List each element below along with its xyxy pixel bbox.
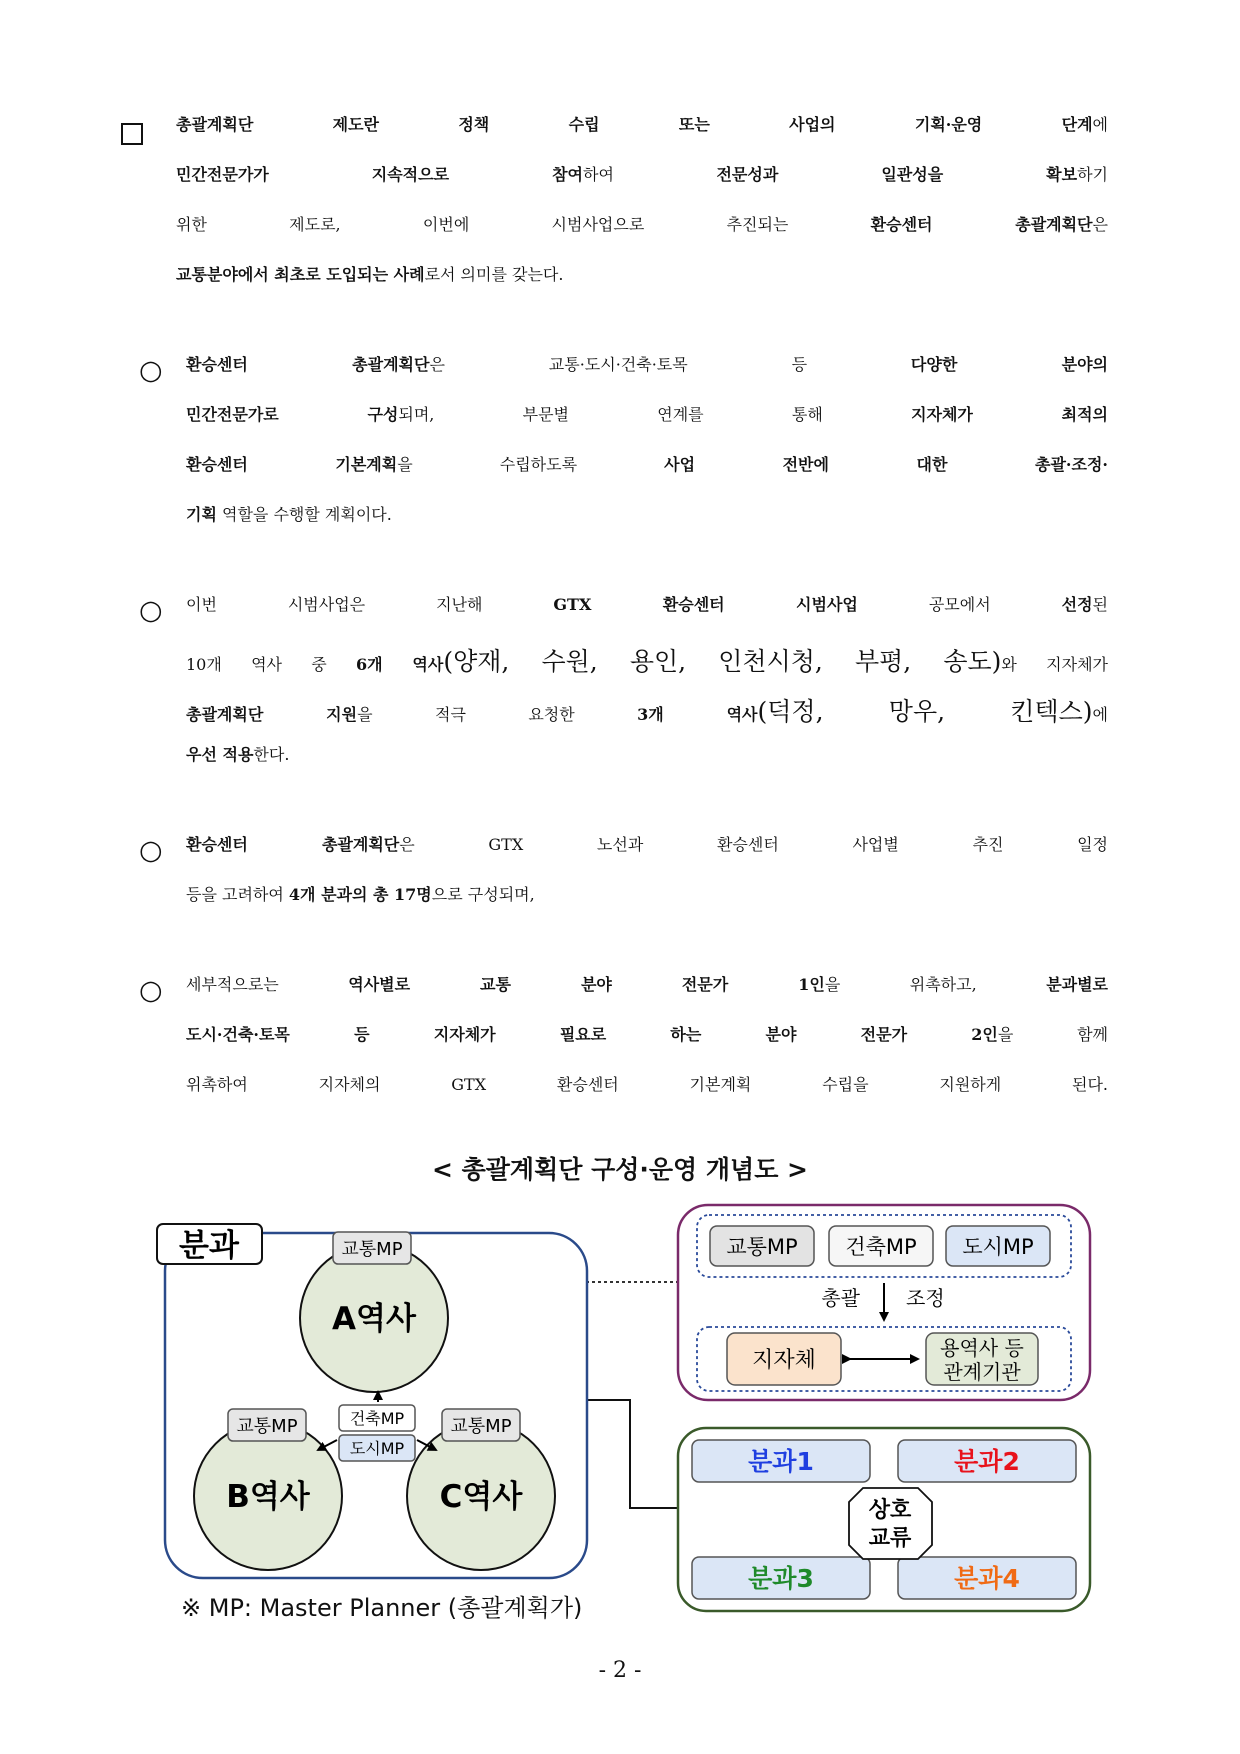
text-run: 역사별로 교통 분야 전문가 1인 <box>348 975 825 994</box>
text-run: 다양한 분야의 <box>910 355 1108 374</box>
text-run: 환승센터 기본계획 <box>186 455 398 474</box>
text-run: (덕정, 망우, 킨텍스) <box>757 697 1093 726</box>
station-c-name: C역사 <box>439 1479 523 1515</box>
center-mp2: 도시MP <box>349 1439 405 1458</box>
text-run: 을 함께 <box>997 1025 1108 1044</box>
top-mp3: 도시MP <box>962 1235 1034 1259</box>
footnote: ※ MP: Master Planner (총괄계획가) <box>181 1594 583 1622</box>
top-mp1: 교통MP <box>726 1235 798 1259</box>
text-run: 을 수립하도록 <box>397 455 665 474</box>
text-run: 3개 역사 <box>637 705 758 724</box>
station-c-mp: 교통MP <box>450 1416 512 1437</box>
station-b-name: B역사 <box>226 1479 310 1515</box>
exchange-line-1: 상호 <box>868 1498 912 1523</box>
text-run: 분과별로 <box>1046 975 1109 994</box>
local-gov-label: 지자체 <box>752 1348 816 1373</box>
text-run: 역할을 수행할 계획이다. <box>216 505 392 524</box>
text-run: 기획 <box>186 505 217 524</box>
text-run: 10개 역사 중 <box>186 655 357 674</box>
bullet-4: ○ <box>139 975 163 1006</box>
group2-label: 분과2 <box>954 1447 1020 1476</box>
text-run: 민간전문가로 구성 <box>186 405 399 424</box>
text-run: 은 교통·도시·건축·토목 등 <box>429 355 911 374</box>
text-run: 지자체가 최적의 <box>911 405 1108 424</box>
arrow-right-label: 조정 <box>906 1286 945 1310</box>
text-run: 교통분야에서 최초로 도입되는 사례 <box>176 265 425 284</box>
text-run: 위한 제도로, 이번에 시범사업으로 추진되는 <box>176 215 871 234</box>
text-run: 에 <box>1092 115 1108 134</box>
text-run: 되며, 부문별 연계를 통해 <box>398 405 912 424</box>
text-run: 선정 <box>1061 595 1093 614</box>
bullet-3: ○ <box>139 835 163 866</box>
text-run: 환승센터 총괄계획단 <box>186 835 400 854</box>
text-run: 하기 <box>1077 165 1109 184</box>
text-run: 와 지자체가 <box>1001 655 1108 674</box>
text-run: (양재, 수원, 용인, 인천시청, 부평, 송도) <box>443 647 1002 676</box>
text-run: 사업 전반에 대한 총괄·조정· <box>664 455 1108 474</box>
text-run: 을 적극 요청한 <box>357 705 638 724</box>
bunkwa-label: 분과 <box>179 1228 239 1264</box>
text-run: 총괄계획단 제도란 정책 수립 또는 사업의 기획·운영 단계 <box>176 115 1093 134</box>
text-run: 전문성과 일관성을 확보 <box>716 165 1078 184</box>
text-run: 환승센터 총괄계획단 <box>870 215 1093 234</box>
text-run: 민간전문가가 지속적으로 참여 <box>176 165 583 184</box>
text-run: GTX 환승센터 시범사업 <box>553 595 858 614</box>
text-run: 공모에서 <box>857 595 1062 614</box>
station-a-mp: 교통MP <box>341 1239 403 1260</box>
bullet-2: ○ <box>139 595 163 626</box>
station-b-mp: 교통MP <box>236 1416 298 1437</box>
page-number: - 2 - <box>598 1658 642 1683</box>
center-mp1: 건축MP <box>349 1409 405 1428</box>
exchange-line-2: 교류 <box>868 1526 912 1551</box>
text-run: 은 <box>1092 215 1108 234</box>
text-run: 4개 분과의 총 17명 <box>288 885 432 904</box>
text-run: 등을 고려하여 <box>186 885 289 904</box>
text-run: 이번 시범사업은 지난해 <box>186 595 554 614</box>
text-run: 6개 역사 <box>356 655 444 674</box>
top-mp2: 건축MP <box>845 1235 917 1259</box>
station-a-name: A역사 <box>332 1301 416 1337</box>
text-run: 된 <box>1092 595 1108 614</box>
agency-line-1: 용역사 등 <box>940 1336 1024 1360</box>
text-run: 을 위촉하고, <box>824 975 1047 994</box>
text-run: 로서 의미를 갖는다. <box>424 265 564 284</box>
text-run: 총괄계획단 지원 <box>186 705 358 724</box>
text-run: 세부적으로는 <box>186 975 349 994</box>
text-run: 우선 적용 <box>186 745 254 764</box>
bullet-1: ○ <box>139 355 163 386</box>
text-run: 위촉하여 지자체의 GTX 환승센터 기본계획 수립을 지원하게 된다. <box>186 1075 1108 1094</box>
text-run: 에 <box>1092 705 1108 724</box>
group1-label: 분과1 <box>748 1447 814 1476</box>
text-run: 한다. <box>253 745 290 764</box>
agency-line-2: 관계기관 <box>943 1360 1021 1384</box>
text-run: 하여 <box>583 165 717 184</box>
text-run: 환승센터 총괄계획단 <box>186 355 430 374</box>
text-run: 도시·건축·토목 등 지자체가 필요로 하는 분야 전문가 2인 <box>186 1025 998 1044</box>
group4-label: 분과4 <box>954 1564 1020 1593</box>
text-run: 은 GTX 노선과 환승센터 사업별 추진 일정 <box>399 835 1108 854</box>
solid-connector <box>588 1400 678 1508</box>
text-run: 으로 구성되며, <box>431 885 535 904</box>
figure-caption: < 총괄계획단 구성·운영 개념도 > <box>431 1155 808 1184</box>
arrow-left-label: 총괄 <box>821 1286 860 1310</box>
group3-label: 분과3 <box>748 1564 814 1593</box>
